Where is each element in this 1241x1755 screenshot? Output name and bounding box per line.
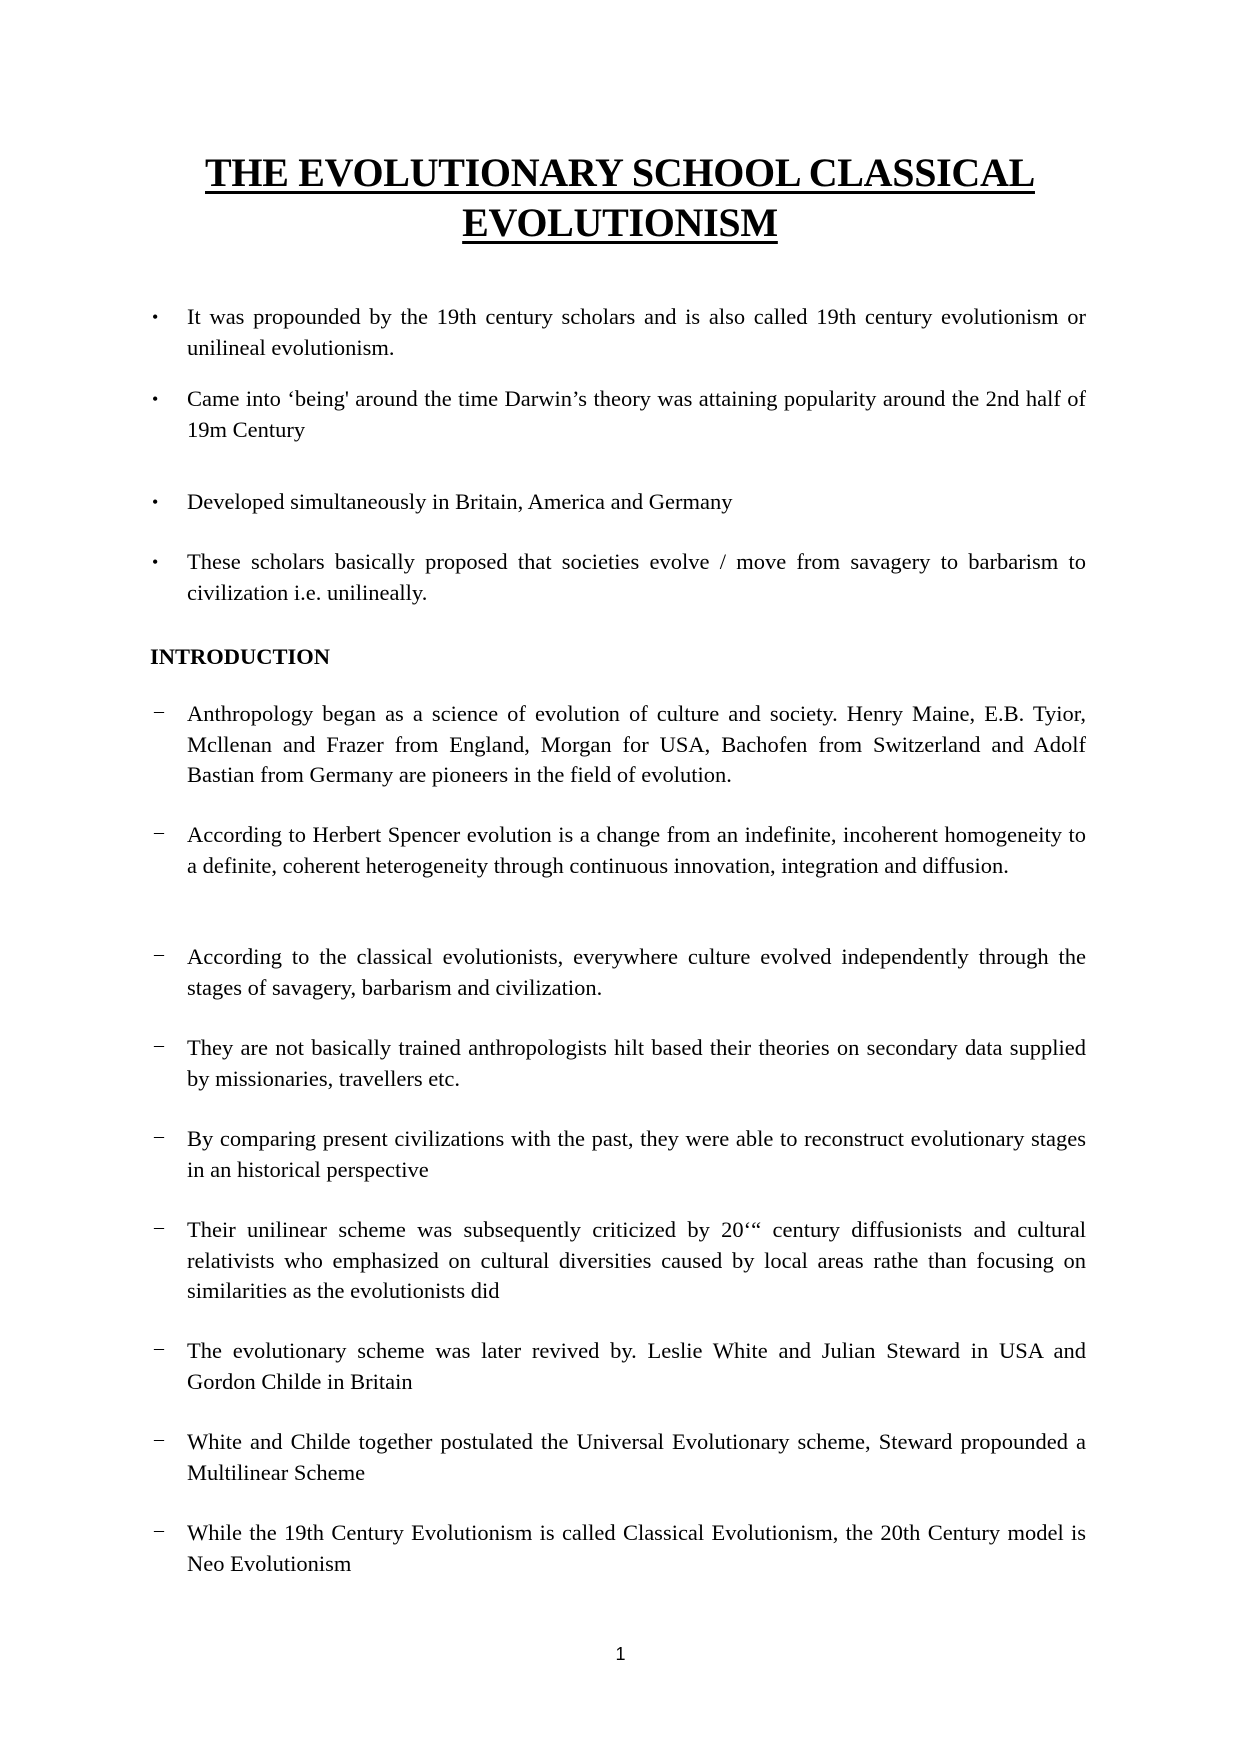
section-heading-introduction: INTRODUCTION: [150, 644, 331, 669]
intro-list-item: [150, 699, 1086, 791]
dash-icon: –: [154, 821, 164, 843]
bullet-icon: •: [152, 389, 159, 409]
bullet-text: It was propounded by the 19th century scholars and is also called 19th century evolutionism or unilineal evolutionism.: [187, 304, 1086, 360]
dash-icon: –: [154, 1034, 164, 1056]
dash-icon: –: [154, 1125, 164, 1147]
intro-text: According to the classical evolutionists, everywhere culture evolved independently through the stages of savagery, barbarism and civilization.: [187, 944, 1086, 1000]
title-line-2: EVOLUTIONISM: [462, 200, 778, 245]
intro-list-item: [150, 942, 1086, 1003]
intro-text: According to Herbert Spencer evolution is a change from an indefinite, incoherent homogeneity to a definite, coherent heterogeneity through continuous innovation, integration and diffusion.: [187, 822, 1086, 878]
dash-icon: –: [154, 700, 164, 722]
intro-list-item: [150, 1124, 1086, 1185]
intro-list-item: [150, 1033, 1086, 1094]
dash-icon: –: [154, 1216, 164, 1238]
dash-icon: –: [154, 1428, 164, 1450]
intro-list-item: [150, 1336, 1086, 1397]
bullet-icon: •: [152, 307, 159, 327]
intro-list-item: [150, 1518, 1086, 1579]
intro-text: White and Childe together postulated the Universal Evolutionary scheme, Steward propounded a Multilinear Scheme: [187, 1429, 1086, 1485]
intro-text: Anthropology began as a science of evolution of culture and society. Henry Maine, E.B. Tyior, Mcllenan and Frazer from England, Morgan for USA, Bachofen from Switzerland and Adolf Bastian from Germany are pioneers in the field of evolution.: [187, 701, 1086, 787]
intro-text: Their unilinear scheme was subsequently criticized by 20‘“ century diffusionists and cultural relativists who emphasized on cultural diversities caused by local areas rathe than focusing on similarities as the evolutionists did: [187, 1217, 1086, 1303]
intro-list-item: [150, 1215, 1086, 1307]
intro-list-item: [150, 1427, 1086, 1488]
bullet-icon: •: [152, 552, 159, 572]
bullet-text: These scholars basically proposed that societies evolve / move from savagery to barbarism to civilization i.e. unilineally.: [187, 549, 1086, 605]
page-number: 1: [615, 1644, 626, 1664]
dash-icon: –: [154, 1519, 164, 1541]
bullet-item: [150, 384, 1086, 445]
intro-text: The evolutionary scheme was later revived by. Leslie White and Julian Steward in USA and Gordon Childe in Britain: [187, 1338, 1086, 1394]
bullet-item: [150, 487, 1086, 518]
dash-icon: –: [154, 1337, 164, 1359]
intro-text: While the 19th Century Evolutionism is called Classical Evolutionism, the 20th Century model is Neo Evolutionism: [187, 1520, 1086, 1576]
intro-text: They are not basically trained anthropologists hilt based their theories on secondary data supplied by missionaries, travellers etc.: [187, 1035, 1086, 1091]
intro-list-item: [150, 820, 1086, 881]
bullet-item: [150, 302, 1086, 363]
document-title: [150, 148, 1090, 248]
intro-text: By comparing present civilizations with the past, they were able to reconstruct evolutionary stages in an historical perspective: [187, 1126, 1086, 1182]
title-line-1: THE EVOLUTIONARY SCHOOL CLASSICAL: [205, 150, 1035, 195]
bullet-icon: •: [152, 492, 159, 512]
bullet-item: [150, 547, 1086, 608]
bullet-text: Came into ‘being' around the time Darwin’s theory was attaining popularity around the 2nd half of 19m Century: [187, 386, 1086, 442]
dash-icon: –: [154, 943, 164, 965]
bullet-text: Developed simultaneously in Britain, America and Germany: [187, 489, 733, 514]
